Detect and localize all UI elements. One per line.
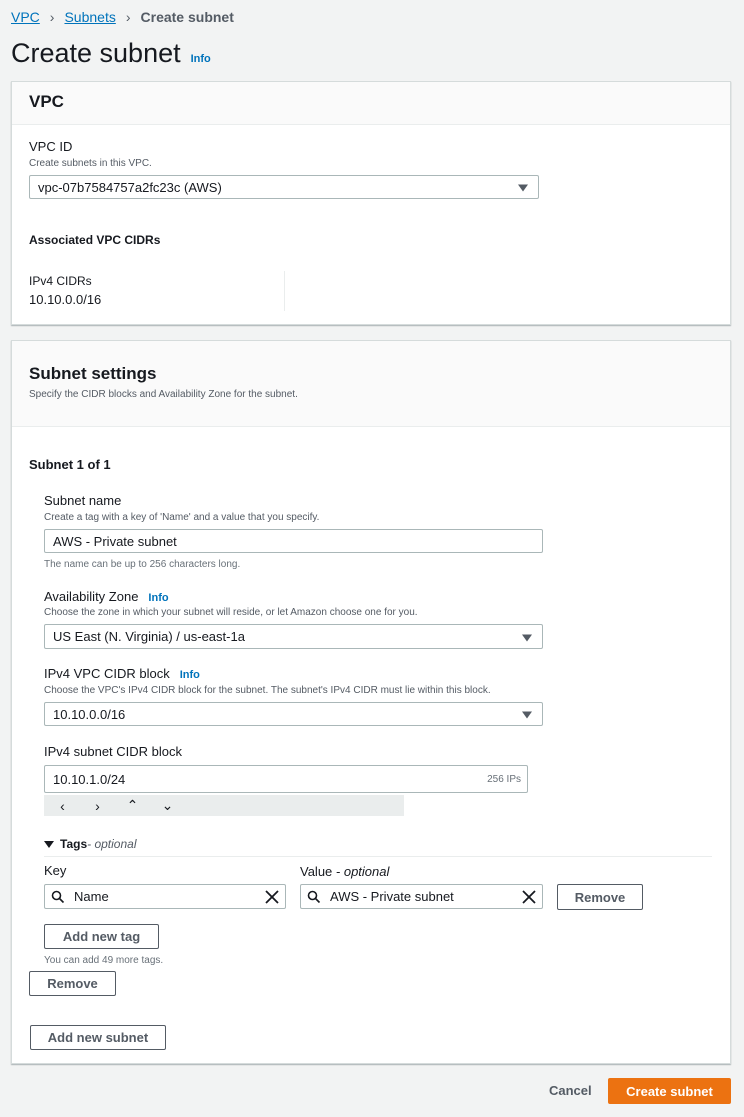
tag-value-input[interactable] (300, 884, 543, 909)
tags-divider (44, 856, 712, 857)
tag-value-value: AWS - Private subnet (330, 889, 454, 904)
vpc-cidr-select[interactable] (44, 702, 543, 726)
vpc-id-select[interactable] (29, 175, 539, 199)
chevron-left-icon[interactable]: ‹ (60, 797, 65, 814)
ipv4-cidrs-value: 10.10.0.0/16 (29, 292, 102, 307)
vpc-cidr-label-row (44, 666, 200, 681)
create-subnet-button[interactable]: Create subnet (608, 1078, 731, 1104)
page-header (11, 38, 211, 69)
cancel-button[interactable]: Cancel (549, 1083, 592, 1098)
subnet-settings-description: Specify the CIDR blocks and Availability Zone for the subnet. (29, 389, 298, 400)
chevron-right-icon[interactable]: › (95, 797, 100, 814)
add-new-subnet-button[interactable]: Add new subnet (30, 1025, 166, 1050)
caret-down-icon (44, 841, 54, 848)
tag-key-label: Key (44, 863, 67, 878)
subnet-name-hint: The name can be up to 256 characters long. (44, 559, 241, 570)
page-title: Create subnet (11, 38, 181, 68)
subnet-settings-panel (11, 340, 731, 1064)
tags-label: Tags (60, 837, 88, 851)
tags-toggle[interactable] (44, 837, 137, 851)
ipv4-cidrs-label: IPv4 CIDRs (29, 274, 92, 288)
caret-down-icon (518, 185, 528, 192)
breadcrumb (11, 9, 234, 25)
vpc-cidr-value: 10.10.0.0/16 (53, 706, 126, 722)
search-icon (51, 890, 65, 904)
vpc-cidr-label: IPv4 VPC CIDR block (44, 666, 170, 681)
caret-down-icon (522, 712, 532, 719)
subnet-name-label: Subnet name (44, 493, 122, 508)
vpc-cidr-description: Choose the VPC's IPv4 CIDR block for the subnet. The subnet's IPv4 CIDR must lie within this block. (44, 685, 491, 696)
cidr-stepper (44, 795, 404, 816)
chevron-right-icon: › (125, 9, 131, 25)
remove-subnet-button[interactable]: Remove (29, 971, 116, 996)
subnet-name-value: AWS - Private subnet (53, 533, 177, 549)
caret-down-icon (522, 634, 532, 641)
subnet-cidr-value: 10.10.1.0/24 (53, 771, 126, 787)
breadcrumb-current: Create subnet (140, 9, 234, 25)
tag-value-label: Value (300, 864, 333, 879)
add-new-tag-button[interactable]: Add new tag (44, 924, 159, 949)
search-icon (307, 890, 321, 904)
tags-optional: - optional (87, 837, 137, 851)
vpc-id-value: vpc-07b7584757a2fc23c (AWS) (38, 179, 222, 195)
tags-remaining-hint: You can add 49 more tags. (44, 955, 164, 966)
az-select[interactable] (44, 624, 543, 649)
subnet-name-input[interactable] (44, 529, 543, 553)
subnet-settings-title: Subnet settings (29, 364, 157, 383)
az-info-link[interactable]: Info (148, 592, 169, 604)
subnet-cidr-ip-count: 256 IPs (487, 774, 521, 785)
tag-key-value: Name (74, 889, 109, 904)
vpc-panel-header (12, 82, 730, 125)
chevron-up-icon[interactable]: ⌃ (126, 797, 139, 813)
subnet-count-heading: Subnet 1 of 1 (29, 457, 111, 472)
chevron-right-icon: › (49, 9, 55, 25)
vpc-panel (11, 81, 731, 325)
breadcrumb-subnets-link[interactable]: Subnets (64, 9, 116, 25)
tag-value-optional: - optional (332, 864, 390, 879)
clear-icon[interactable] (265, 890, 279, 904)
info-link[interactable]: Info (190, 53, 211, 65)
associated-cidrs-heading: Associated VPC CIDRs (29, 233, 161, 247)
az-description: Choose the zone in which your subnet will reside, or let Amazon choose one for you. (44, 607, 418, 618)
az-label: Availability Zone (44, 589, 139, 604)
column-divider (284, 271, 285, 311)
az-label-row (44, 589, 169, 604)
vpc-id-description: Create subnets in this VPC. (29, 158, 152, 169)
subnet-name-description: Create a tag with a key of 'Name' and a value that you specify. (44, 512, 320, 523)
tag-value-label-row (300, 863, 389, 881)
clear-icon[interactable] (522, 890, 536, 904)
tag-key-input[interactable] (44, 884, 286, 909)
vpc-cidr-info-link[interactable]: Info (179, 669, 200, 681)
subnet-settings-header (12, 341, 730, 427)
subnet-cidr-input[interactable] (44, 765, 528, 793)
remove-tag-button[interactable]: Remove (557, 884, 643, 910)
az-value: US East (N. Virginia) / us-east-1a (53, 629, 245, 644)
subnet-cidr-label: IPv4 subnet CIDR block (44, 744, 183, 759)
vpc-panel-title: VPC (29, 92, 64, 111)
chevron-down-icon[interactable]: ⌄ (161, 797, 174, 813)
breadcrumb-vpc-link[interactable]: VPC (11, 9, 40, 25)
vpc-id-label: VPC ID (29, 139, 73, 154)
